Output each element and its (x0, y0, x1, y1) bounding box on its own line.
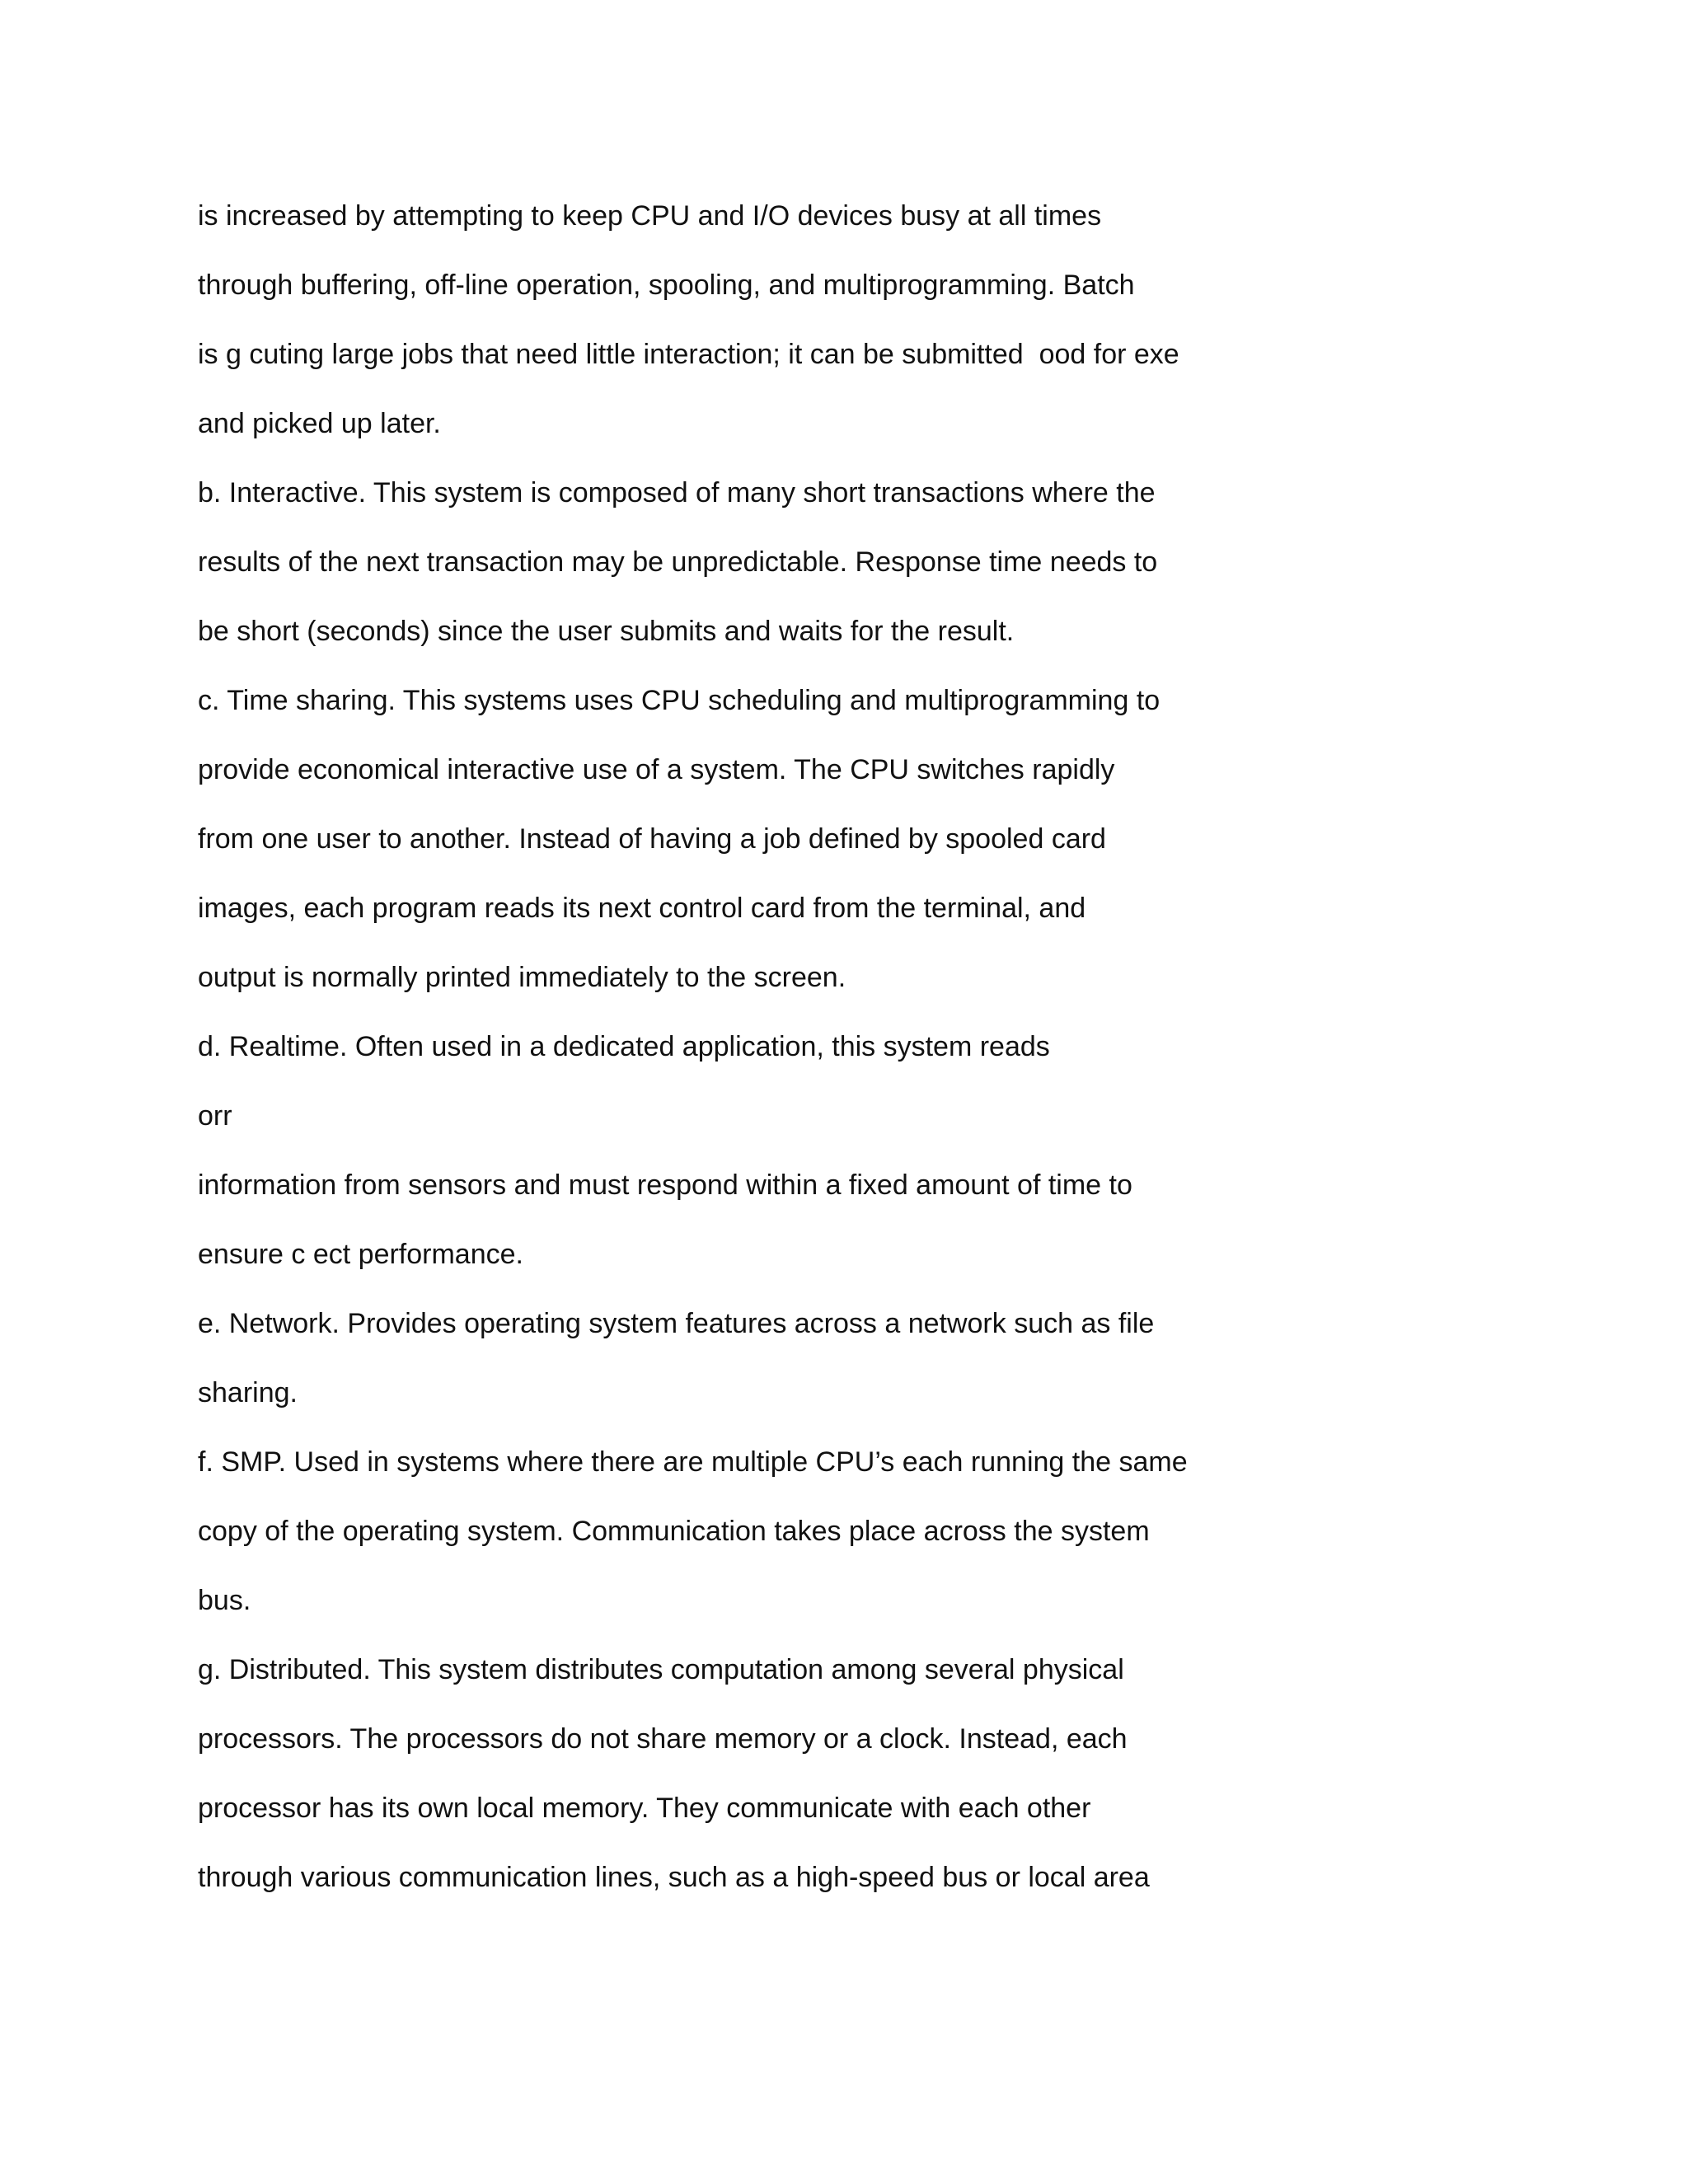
text-line: processors. The processors do not share memory or a clock. Instead, each (198, 1723, 1128, 1755)
text-line: is increased by attempting to keep CPU and I/O devices busy at all times (198, 200, 1102, 232)
text-line: processor has its own local memory. They communicate with each other (198, 1793, 1091, 1824)
text-line: e. Network. Provides operating system features across a network such as file (198, 1308, 1155, 1339)
text-line: d. Realtime. Often used in a dedicated application, this system reads (198, 1031, 1050, 1062)
text-line: from one user to another. Instead of having a job defined by spooled card (198, 823, 1106, 855)
text-line: be short (seconds) since the user submits and waits for the result. (198, 616, 1015, 647)
text-line: c. Time sharing. This systems uses CPU scheduling and multiprogramming to (198, 685, 1160, 716)
text-line: information from sensors and must respond within a fixed amount of time to (198, 1169, 1132, 1201)
text-line: through buffering, off-line operation, spooling, and multiprogramming. Batch (198, 269, 1135, 301)
text-line: copy of the operating system. Communication takes place across the system (198, 1516, 1150, 1547)
text-line: ensure c ect performance. (198, 1239, 523, 1270)
text-line: through various communication lines, such as a high-speed bus or local area (198, 1862, 1150, 1893)
text-line: and picked up later. (198, 408, 441, 439)
text-line: images, each program reads its next control card from the terminal, and (198, 893, 1086, 924)
text-line: is g cuting large jobs that need little interaction; it can be submitted ood for exe (198, 339, 1179, 370)
text-line: output is normally printed immediately to the screen. (198, 962, 846, 993)
text-line: g. Distributed. This system distributes computation among several physical (198, 1654, 1124, 1685)
text-line: results of the next transaction may be unpredictable. Response time needs to (198, 546, 1158, 578)
text-line: provide economical interactive use of a system. The CPU switches rapidly (198, 754, 1115, 785)
text-line: bus. (198, 1585, 251, 1616)
text-line: f. SMP. Used in systems where there are multiple CPU’s each running the same (198, 1446, 1188, 1478)
text-line: orr (198, 1100, 232, 1132)
text-line: b. Interactive. This system is composed of many short transactions where the (198, 477, 1156, 509)
text-line: sharing. (198, 1377, 298, 1408)
